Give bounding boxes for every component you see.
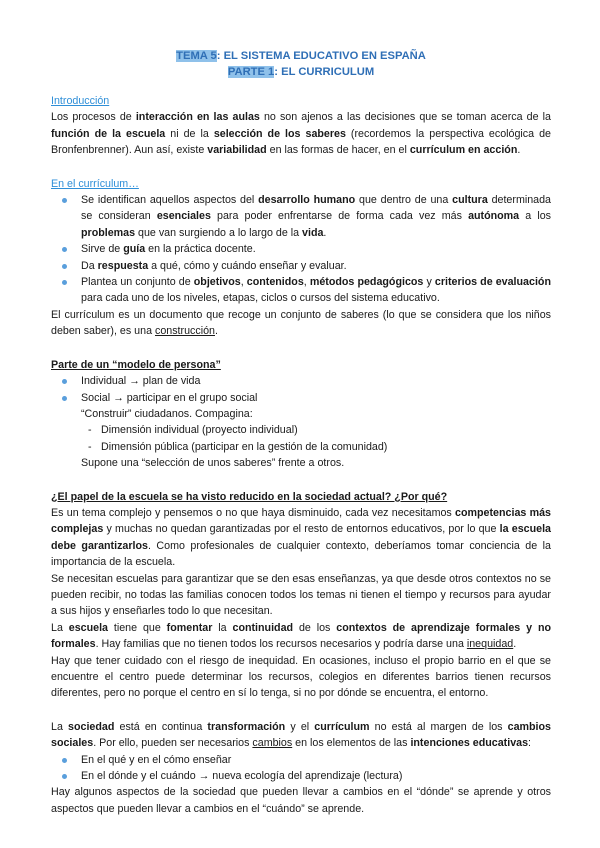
section-heading-modelo-persona: Parte de un “modelo de persona”	[51, 358, 221, 371]
modelo-line: “Construir” ciudadanos. Compagina:	[81, 407, 253, 420]
section-heading-papel-escuela: ¿El papel de la escuela se ha visto reducido en la sociedad actual? ¿Por qué?	[51, 490, 448, 503]
modelo-line: Supone una “selección de unos saberes” frente a otros.	[81, 457, 345, 470]
list-item: Se identifican aquellos aspectos del desarrollo humano que dentro de una cultura determinada se consideran esenciales para poder enfrentarse de forma cada vez más autónoma a los problemas que van surgiendo a lo largo de la vida.	[51, 192, 551, 241]
subtitle-highlight: PARTE 1	[227, 66, 275, 78]
list-item: Da respuesta a qué, cómo y cuándo enseñar y evaluar.	[51, 258, 551, 274]
list-item: En el qué y en el cómo enseñar	[51, 752, 551, 768]
list-item: Social → participar en el grupo social	[51, 390, 551, 406]
modelo-list	[51, 373, 551, 406]
list-item: Sirve de guía en la práctica docente.	[51, 241, 551, 257]
title-highlight: TEMA 5	[176, 50, 217, 62]
curriculum-paragraph: El currículum es un documento que recoge un conjunto de saberes (lo que se considera que los niños deben saber), es una construcción.	[51, 308, 551, 338]
dimension-list	[51, 422, 551, 455]
sociedad-last-paragraph: Hay algunos aspectos de la sociedad que pueden llevar a cambios en el “dónde” se aprende y otros aspectos que pueden llevar a cambios en el “cuándo” se aprende.	[51, 786, 551, 815]
document-title: TEMA 5: EL SISTEMA EDUCATIVO EN ESPAÑA	[176, 50, 426, 62]
papel-paragraph-3: La escuela tiene que fomentar la continuidad de los contextos de aprendizaje formales y no formales. Hay familias que no tienen todos los recursos necesarios y podría darse una inequidad.	[51, 621, 552, 651]
papel-paragraph-4: Hay que tener cuidado con el riesgo de inequidad. En ocasiones, incluso el propio barrio en el que se encuentre el centro puede determinar los recursos, colegios en diferentes barrios tienen recursos diferentes, pero no porque el centro en sí lo tenga, si no por dónde se encuentra, el entorno.	[51, 654, 551, 700]
document-subtitle: PARTE 1: EL CURRICULUM	[227, 66, 375, 78]
section-heading-introduccion: Introducción	[51, 95, 110, 107]
curriculum-list	[51, 192, 551, 307]
section-heading-curriculum: En el currículum…	[51, 177, 139, 190]
papel-paragraph-2: Se necesitan escuelas para garantizar que se den esas enseñanzas, ya que desde otros contextos no se pueden recibir, no todas las familias conocen todos los temas ni tienen el tiempo y recursos para ayudar a sus hijos y enseñarles todo lo que necesitan.	[51, 572, 551, 618]
dash-item: - Dimensión individual (proyecto individual)	[51, 422, 551, 438]
list-item: En el dónde y el cuándo → nueva ecología del aprendizaje (lectura)	[51, 768, 551, 784]
list-item: Plantea un conjunto de objetivos, contenidos, métodos pedagógicos y criterios de evaluación para cada uno de los niveles, etapas, ciclos o cursos del sistema educativo.	[51, 274, 551, 307]
intro-paragraph: Los procesos de interacción en las aulas no son ajenos a las decisiones que se toman acerca de la función de la escuela ni de la selección de los saberes (recordemos la perspectiva ecológica de Bronfenbrenner). Aun así, existe variabilidad en las formas de hacer, en el currículum en acción.	[51, 111, 551, 157]
sociedad-list	[51, 752, 551, 785]
sociedad-paragraph: La sociedad está en continua transformación y el currículum no está al margen de los cambios sociales. Por ello, pueden ser necesarios cambios en los elementos de las intenciones educativas:	[51, 720, 552, 750]
dash-item: - Dimensión pública (participar en la gestión de la comunidad)	[51, 439, 551, 455]
papel-paragraph-1: Es un tema complejo y pensemos o no que haya disminuido, cada vez necesitamos competencias más complejas y muchas no quedan garantizadas por el resto de entornos educativos, por lo que la escuela debe garantizarlos. Como profesionales de cualquier contexto, deberíamos tomar conciencia de la importancia de la escuela.	[51, 506, 552, 569]
document-page	[51, 48, 551, 817]
list-item: Individual → plan de vida	[51, 373, 551, 389]
